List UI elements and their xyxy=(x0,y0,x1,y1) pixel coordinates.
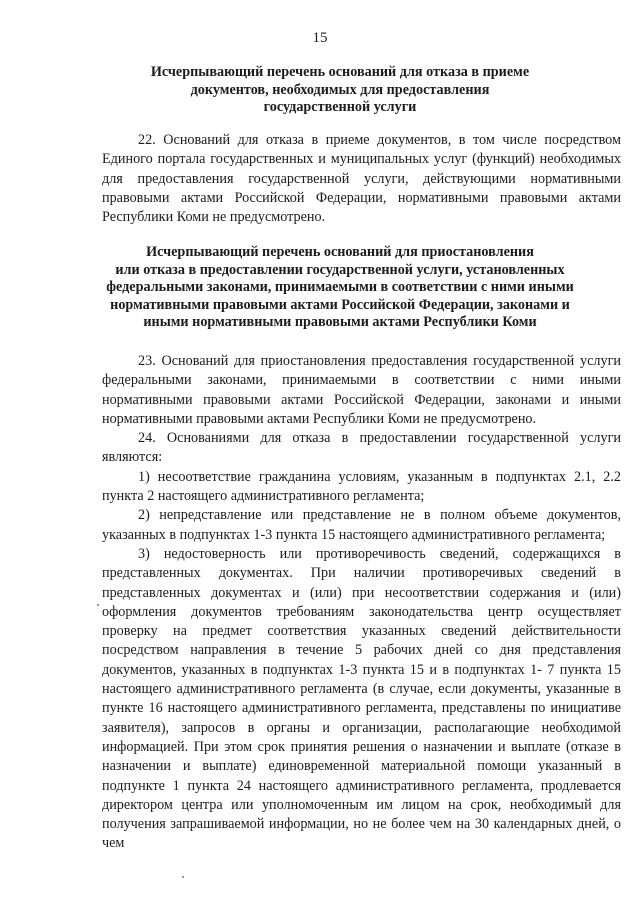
page-number: 15 xyxy=(312,30,328,46)
section-heading-refusal-reception xyxy=(60,64,620,117)
heading-line: государственной услуги xyxy=(263,99,417,115)
scan-speck xyxy=(97,604,99,606)
paragraph-23: 23. Оснований для приостановления предоставления государственной услуги федеральными законами, принимаемыми в соответствии с ними иными нормативными правовыми актами Российской Федерации, законами и иными нормативными правовыми актами Республики Коми не предусмотрено. xyxy=(102,353,621,427)
heading-line: документов, необходимых для предоставления xyxy=(190,81,490,98)
paragraph-block xyxy=(102,131,621,227)
list-item-1: 1) несоответствие гражданина условиям, указанным в подпунктах 2.1, 2.2 пункта 2 настоящего административного регламента; xyxy=(102,468,621,505)
heading-line: нормативными правовыми актами Российской Федерации, законами и xyxy=(110,296,570,313)
list-item-2: 2) непредставление или представление не в полном объеме документов, указанных в подпунктах 1-3 пункта 15 настоящего административного регламента; xyxy=(102,507,621,543)
section-heading-suspension-refusal xyxy=(60,244,620,332)
paragraph-22: 22. Оснований для отказа в приеме документов, в том числе посредством Единого портала государственных и муниципальных услуг (функций) необходимых для предоставления государственной услуги, действующими нормативными правовыми актами Российской Федерации, нормативными правовыми актами Республики Коми не предусмотрено. xyxy=(102,132,621,226)
heading-line: или отказа в предоставлении государственной услуги, установленных xyxy=(115,261,565,278)
list-item-3: 3) недостоверность или противоречивость сведений, содержащихся в представленных документах. При наличии противоречивых сведений в представленных документах и (или) при несоответствии содержания и (или) оформления документов требованиям законодательства центр осуществляет проверку на предмет соответствия указанных сведений действительности посредством направления в течение 5 рабочих дней со дня представления документов, указанных в подпунктах 1-3 пункта 15 и в подпунктах 1- 7 пункта 15 настоящего административного регламента (в случае, если документы, указанные в пункте 16 настоящего административного регламента, представлены по инициативе заявителя), запросов в органы и организации, располагающие необходимой информацией. При этом срок принятия решения о назначении и выплате (отказе в назначении и выплате) единовременной материальной помощи указанный в подпункте 1 пункта 24 настоящего административного регламента, продлевается директором центра или уполномоченным им лицом на срок, необходимый для получения запрашиваемой информации, но не более чем на 30 календарных дней, о чем xyxy=(102,545,621,852)
heading-line: иными нормативными правовыми актами Республики Коми xyxy=(143,314,537,330)
paragraph-block xyxy=(102,352,621,854)
heading-line: Исчерпывающий перечень оснований для отказа в приеме xyxy=(150,64,530,80)
scan-speck xyxy=(182,876,184,878)
heading-line: федеральными законами, принимаемыми в соответствии с ними иными xyxy=(106,279,574,295)
heading-line: Исчерпывающий перечень оснований для приостановления xyxy=(146,244,534,260)
paragraph-24: 24. Основаниями для отказа в предоставлении государственной услуги являются: xyxy=(102,430,621,466)
